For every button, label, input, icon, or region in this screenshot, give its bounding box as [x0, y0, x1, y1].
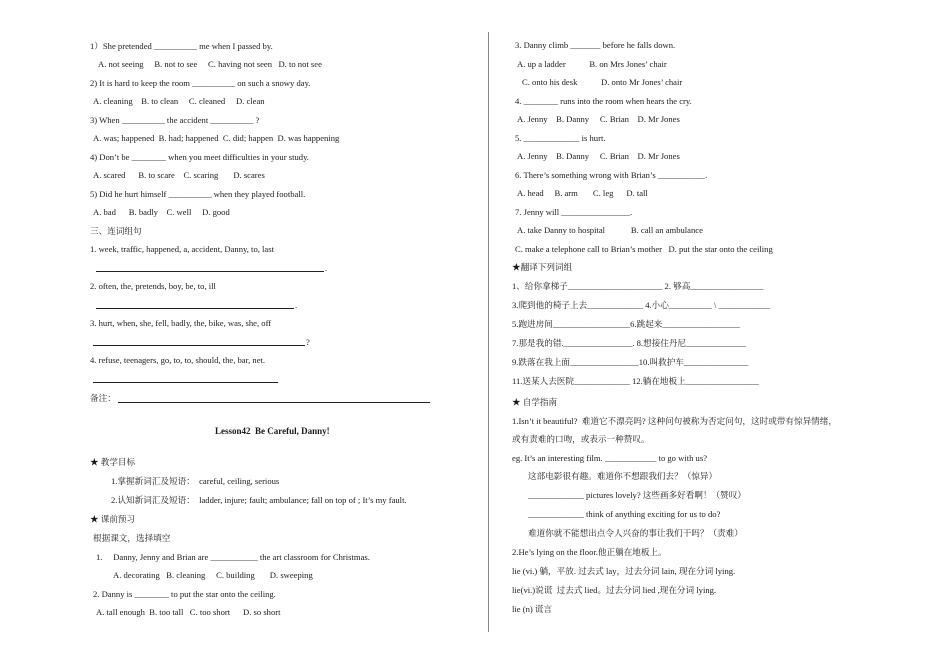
options-line: A. cleaning B. to clean C. cleaned D. clean [93, 96, 265, 106]
question-line: 5. _____________ is hurt. [515, 133, 606, 143]
instruction-line: 根据课文，选择填空 [93, 533, 171, 543]
options-line: A. scared B. to scare C. scaring D. scares [93, 170, 265, 180]
options-line: A. decorating B. cleaning C. building D. sweeping [113, 570, 313, 580]
guide-line: 1.Isn’t it beautiful? 难道它不漂亮吗? 这种问句被称为否定问句，这时或带有惊异情绪， [512, 416, 837, 426]
guide-line: lie (vi.) 躺，平放. 过去式 lay，过去分词 lain, 现在分词 lying. [512, 566, 736, 576]
question-line: 4) Don’t be ________ when you meet difficulties in your study. [90, 152, 309, 162]
guide-line: lie(vi.)说谎 过去式 lied。过去分词 lied ,现在分词 lying. [512, 585, 717, 595]
options-line: A. head B. arm C. leg D. tall [517, 188, 648, 198]
guide-line: _____________ think of anything exciting for us to do? [528, 509, 721, 519]
options-line: A. was; happened B. had; happened C. did; happen D. was happening [93, 133, 340, 143]
question-line: 7. Jenny will ________________. [515, 207, 633, 217]
question-line: 5) Did he hurt himself __________ when they played football. [90, 189, 306, 199]
question-line: 3. Danny climb _______ before he falls down. [515, 40, 676, 50]
options-line: A. not seeing B. not to see C. having not seen D. to not see [98, 59, 322, 69]
translate-line: 1、给你拿梯子______________________ 2. 够高_________________ [512, 281, 764, 291]
question-line: 4. ________ runs into the room when hears the cry. [515, 96, 692, 106]
translate-line: 9.跌落在我上面________________10.叫救护车_______________ [512, 357, 749, 367]
notes-line [118, 402, 430, 403]
question-line: 2) It is hard to keep the room __________ on such a snowy day. [90, 78, 311, 88]
sentence-words: 2. often, the, pretends, boy, be, to, ill [90, 281, 216, 291]
translate-line: 5.跑进房间__________________6.跳起来__________________ [512, 319, 740, 329]
section-heading: ★翻译下列词组 [512, 262, 573, 272]
sentence-words: 1. week, traffic, happened, a, accident, Danny, to, last [90, 244, 274, 254]
sentence-words: 4. refuse, teenagers, go, to, to, should, the, bar, net. [90, 355, 266, 365]
answer-line [96, 271, 324, 272]
section-heading: 三、连词组句 [90, 226, 142, 236]
options-line: A. up a ladder B. on Mrs Jones’ chair [517, 59, 667, 69]
question-line: 3) When __________ the accident __________ ? [90, 115, 260, 125]
options-line: A. Jenny B. Danny C. Brian D. Mr Jones [517, 114, 680, 124]
options-line: C. onto his desk D. onto Mr Jones’ chair [522, 77, 683, 87]
question-line: 6. There’s something wrong with Brian’s ___________. [515, 170, 708, 180]
translate-line: 3.爬到他的椅子上去_____________ 4.小心__________ \ ____________ [512, 300, 771, 310]
options-line: A. Jenny B. Danny C. Brian D. Mr Jones [517, 151, 680, 161]
translate-line: 7.那是我的错.________________. 8.想接住丹尼______________ [512, 338, 747, 348]
sentence-words: 3. hurt, when, she, fell, badly, the, bike, was, she, off [90, 318, 272, 328]
translate-line: 11.送某人去医院_____________ 12.躺在地板上_________________ [512, 376, 759, 386]
guide-line: 难道你就不能想出点令人兴奋的事让我们干吗？（责难） [528, 528, 743, 538]
question-line: 2. Danny is ________ to put the star onto the ceiling. [93, 589, 276, 599]
answer-line [96, 308, 294, 309]
section-heading: ★ 课前预习 [90, 514, 136, 524]
options-line: C. make a telephone call to Brian’s mother D. put the star onto the ceiling [515, 244, 773, 254]
notes-label: 备注： [90, 393, 116, 403]
options-line: A. take Danny to hospital B. call an ambulance [517, 225, 703, 235]
guide-line: 这部电影很有趣。难道你不想跟我们去？（惊异） [528, 471, 718, 481]
goal-line: 1.掌握新词汇及短语： careful, ceiling, serious [111, 476, 280, 486]
goal-line: 2.认知新词汇及短语： ladder, injure; fault; ambulance; fall on top of ; It’s my fault. [111, 495, 407, 505]
lesson-title: Lesson42 Be Careful, Danny! [215, 426, 330, 436]
question-line: 1. Danny, Jenny and Brian are ___________ the art classroom for Christmas. [96, 552, 370, 562]
answer-line [93, 345, 305, 346]
answer-end-mark: . [295, 300, 298, 310]
answer-end-mark: . [325, 263, 328, 273]
answer-line [93, 382, 278, 383]
guide-line: 2.He’s lying on the floor.他正躺在地板上。 [512, 547, 667, 557]
question-line: 1）She pretended __________ me when I passed by. [90, 41, 273, 51]
section-heading: ★ 教学目标 [90, 457, 136, 467]
options-line: A. bad B. badly C. well D. good [93, 207, 230, 217]
column-divider [488, 32, 489, 632]
guide-line: eg. It’s an interesting film. ____________ to go with us? [512, 453, 708, 463]
answer-end-mark: ? [306, 337, 310, 347]
guide-line: _____________ pictures lovely? 这些画多好看啊！（赞叹） [528, 490, 746, 500]
options-line: A. tall enough B. too tall C. too short D. so short [96, 607, 281, 617]
guide-line: 或有责难的口吻，或表示一种赞叹。 [512, 434, 650, 444]
section-heading: ★ 自学指南 [512, 397, 558, 407]
guide-line: lie (n) 谎言 [512, 604, 553, 614]
